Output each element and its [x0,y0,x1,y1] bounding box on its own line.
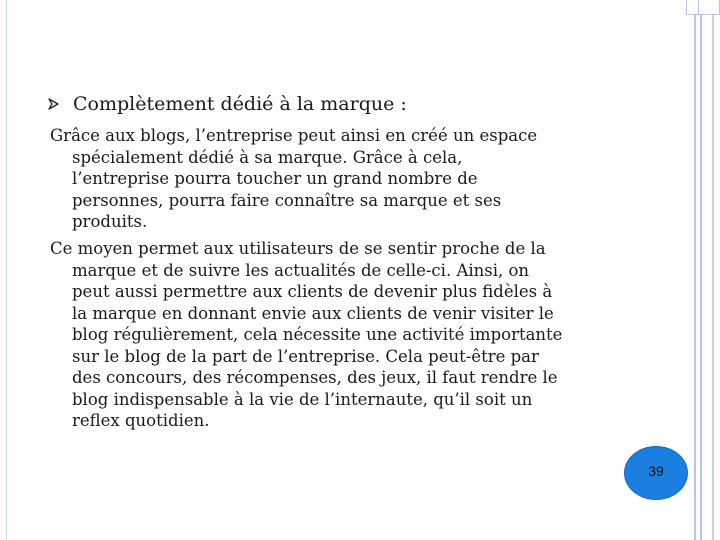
paragraph-line: Grâce aux blogs, l’entreprise peut ainsi en créé un espace [50,126,538,145]
paragraph [50,125,630,233]
paragraph-line: produits. [72,212,148,231]
right-border-line [712,0,714,540]
paragraph-line: peut aussi permettre aux clients de devenir plus fidèles à [72,282,553,301]
page-number-badge [624,446,688,500]
right-border-line [694,0,696,540]
arrow-bullet-icon [48,98,60,110]
paragraph-line: personnes, pourra faire connaître sa marque et ses [72,190,502,210]
paragraph-line: reflex quotidien. [72,411,210,430]
paragraph-line: blog indispensable à la vie de l’internaute, qu’il soit un [72,389,533,409]
paragraph-line: spécialement dédié à sa marque. Grâce à cela, [72,147,463,167]
paragraph-line: l’entreprise pourra toucher un grand nombre de [72,169,478,188]
page-number: 39 [648,463,664,479]
paragraph-line: la marque en donnant envie aux clients de venir visiter le [72,303,554,323]
paragraph-line: marque et de suivre les actualités de celle-ci. Ainsi, on [72,260,530,280]
heading-text: Complètement dédié à la marque : [73,93,407,115]
paragraph-line: blog régulièrement, cela nécessite une activité importante [72,325,563,344]
paragraph-line: des concours, des récompenses, des jeux, il faut rendre le [72,368,558,387]
paragraph [50,238,630,432]
left-border-line [6,0,7,540]
paragraph-line: Ce moyen permet aux utilisateurs de se sentir proche de la [50,239,546,258]
right-border-line [700,0,702,540]
corner-decoration [698,0,720,15]
paragraph-line: sur le blog de la part de l’entreprise. Cela peut-être par [72,346,539,366]
